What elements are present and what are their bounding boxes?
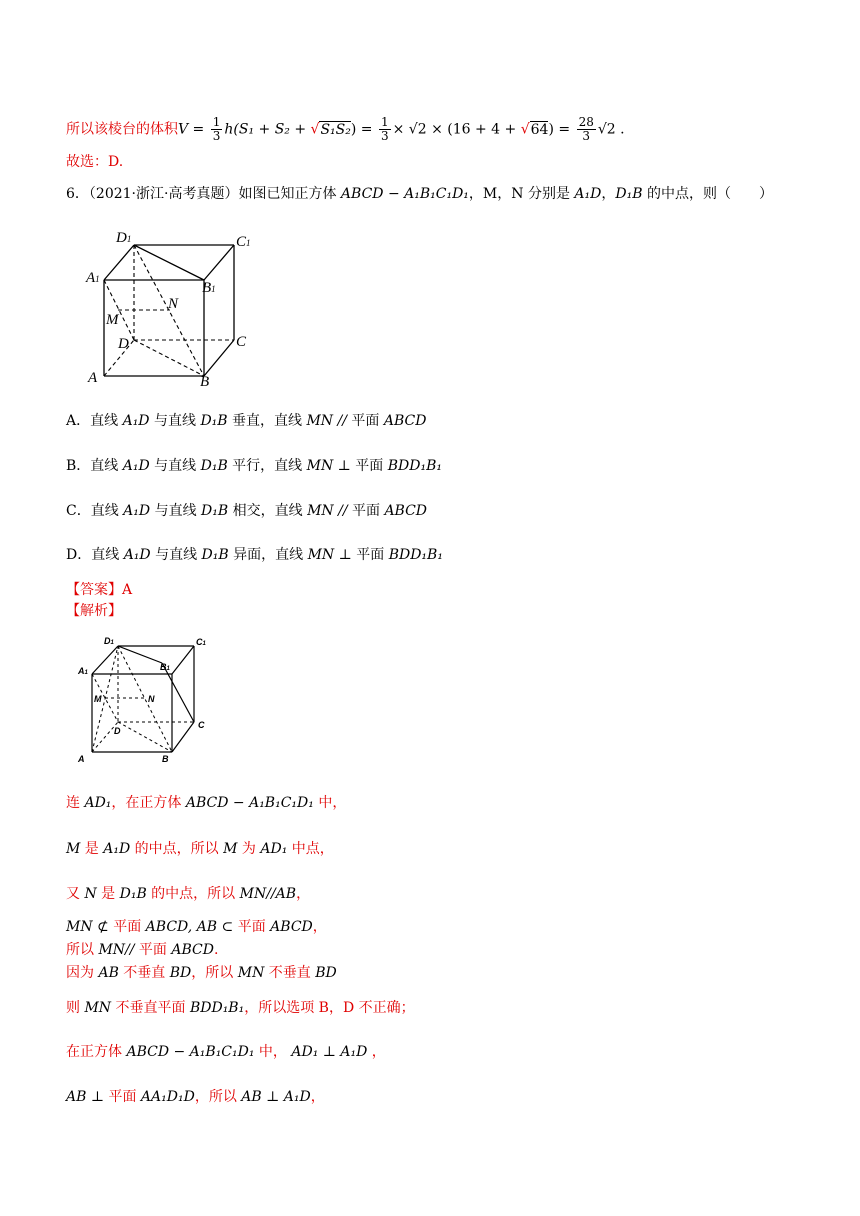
solution-text: 不垂直平面 <box>111 1000 190 1016</box>
solution-line-6 <box>66 964 337 982</box>
math-term: ABCD <box>171 942 214 958</box>
question-source: （2021·浙江·高考真题） <box>88 186 239 202</box>
solution-text: 为 <box>237 841 261 857</box>
solution-text: 中点， <box>287 841 334 857</box>
label-c1: C1 <box>236 234 251 250</box>
solution-text: . <box>213 942 219 958</box>
fig2-label-m: M <box>94 694 102 704</box>
label-a1: A1 <box>86 270 100 286</box>
math-term: D₁B <box>119 886 147 902</box>
label-d: D <box>118 336 129 352</box>
sqrt-s1s2: S₁S₂ <box>320 121 351 138</box>
close2: ) = <box>548 121 571 138</box>
fig2-label-a1: A1 <box>78 666 88 676</box>
label-d1: D1 <box>116 230 132 246</box>
solution-text: 不垂直 <box>118 965 170 981</box>
solution-text: 则 <box>66 1000 85 1016</box>
math-term: AB ⊥ A₁D <box>241 1089 311 1105</box>
fig2-label-a: A <box>78 754 85 764</box>
math-term: AB ⊥ <box>66 1089 109 1105</box>
solution-text: ，所以选项 B，D 不正确； <box>244 1000 415 1016</box>
math-term: M <box>66 841 81 857</box>
cube-figure-1 <box>82 228 262 388</box>
solution-text: 平面 <box>108 1089 141 1105</box>
math-term: N <box>84 886 97 902</box>
label-b: B <box>200 374 210 388</box>
answer-tag: 【答案】 <box>66 582 122 598</box>
solution-text: 所以 <box>66 942 99 958</box>
sqrt-64: 64 <box>530 121 549 138</box>
frac-2: $\frac{1}{3}$ <box>380 115 389 143</box>
solution-text: 是 <box>96 886 120 902</box>
solution-line-9 <box>66 1088 325 1106</box>
solution-line-5 <box>66 941 218 959</box>
fig2-label-b: B <box>162 754 169 764</box>
label-b1: B1 <box>202 280 216 296</box>
solution-text: 中， <box>313 795 347 811</box>
volume-formula-line: 所以该棱台的体积V = $\frac{1}{3}$ h(S₁ + S₂ + √S₁S₂) = $\frac{1}{3}$ × √2 × (16 + 4 + √64) = $\frac{28}{3}$ √2 . <box>66 115 625 143</box>
math-term: BD <box>169 965 192 981</box>
fig2-label-c1: C1 <box>196 637 206 647</box>
math-term: AD₁ <box>84 795 112 811</box>
question-line: 6．（2021·浙江·高考真题）如图已知正方体 ABCD − A₁B₁C₁D₁，M，N 分别是 A₁D，D₁B 的中点，则（ ） <box>66 186 773 202</box>
solution-text: 平面 <box>138 942 172 958</box>
math-term: ABCD − A₁B₁C₁D₁ <box>126 1044 255 1060</box>
math-term: ABCD <box>270 919 313 935</box>
fig2-label-c: C <box>198 720 205 730</box>
math-term: BDD₁B₁ <box>189 1000 245 1016</box>
sqrt2-end: √2 . <box>597 121 625 138</box>
solution-text: 平面 <box>237 919 271 935</box>
fig2-label-d: D <box>114 726 121 736</box>
math-term: AD₁ ⊥ A₁D <box>291 1044 368 1060</box>
solution-text: 的中点，所以 <box>146 886 240 902</box>
label-c: C <box>236 334 247 350</box>
math-term: MN// <box>98 942 139 958</box>
solution-text: ，所以 <box>191 965 238 981</box>
solution-text: ， <box>310 1089 325 1105</box>
solution-line-2 <box>66 840 334 858</box>
option-d: D．直线 A₁D 与直线 D₁B 异面，直线 MN ⊥ 平面 BDD₁B₁ <box>66 547 443 563</box>
solution-text: 是 <box>80 841 104 857</box>
math-term: AD₁ <box>260 841 288 857</box>
math-term: MN <box>84 1000 112 1016</box>
solution-text: ， <box>367 1044 386 1060</box>
math-term: M <box>223 841 238 857</box>
math-term: AA₁D₁D <box>140 1089 195 1105</box>
label-n: N <box>168 296 179 312</box>
frac-1: $\frac{1}{3}$ <box>212 115 221 143</box>
solution-text: 又 <box>66 886 85 902</box>
option-a: A．直线 A₁D 与直线 D₁B 垂直，直线 MN // 平面 ABCD <box>66 413 427 429</box>
close-eq: ) = <box>350 121 373 138</box>
label-a: A <box>88 370 98 386</box>
solution-line-7 <box>66 999 415 1017</box>
solution-line-4 <box>66 918 327 936</box>
solution-text: 不垂直 <box>264 965 316 981</box>
math-term: MN <box>237 965 265 981</box>
math-term: ABCD, AB ⊂ <box>145 919 238 935</box>
times-sqrt2: × √2 × (16 + 4 + <box>392 121 521 138</box>
solution-text: 的中点，所以 <box>130 841 224 857</box>
math-term: MN ⊄ <box>66 919 114 935</box>
solution-text: ，所以 <box>194 1089 242 1105</box>
solution-line-8 <box>66 1043 386 1061</box>
answer-value: A <box>122 582 133 598</box>
option-b: B．直线 A₁D 与直线 D₁B 平行，直线 MN ⊥ 平面 BDD₁B₁ <box>66 458 442 474</box>
solution-text: ， <box>296 886 311 902</box>
solution-line-3 <box>66 885 310 903</box>
math-term: A₁D <box>103 841 131 857</box>
label-m: M <box>106 312 119 328</box>
solution-text: ，在正方体 <box>111 795 186 811</box>
solution-line-1 <box>66 794 346 812</box>
frac-3: $\frac{28}{3}$ <box>578 115 594 143</box>
v-eq: V = <box>178 121 205 138</box>
fig2-label-d1: D1 <box>104 636 114 646</box>
solution-text: 在正方体 <box>66 1044 127 1060</box>
math-term: MN//AB <box>239 886 297 902</box>
solution-text: 中， <box>254 1044 292 1060</box>
choose-line: 故选：D. <box>66 154 124 170</box>
analysis-tag: 【解析】 <box>66 603 122 619</box>
solution-text: 连 <box>66 795 85 811</box>
h-part: h(S₁ + S₂ + <box>224 121 311 138</box>
fig2-label-n: N <box>148 694 155 704</box>
cube-figure-2 <box>74 632 214 772</box>
option-c: C．直线 A₁D 与直线 D₁B 相交，直线 MN // 平面 ABCD <box>66 503 428 519</box>
solution-text: 因为 <box>66 965 99 981</box>
solution-text: 平面 <box>113 919 146 935</box>
math-term: AB <box>98 965 119 981</box>
solution-text: ， <box>312 919 327 935</box>
math-term: BD <box>315 965 337 981</box>
fig2-label-b1: B1 <box>160 662 170 672</box>
volume-prefix: 所以该棱台的体积 <box>66 121 178 138</box>
cube-name: ABCD − A₁B₁C₁D₁ <box>340 186 469 202</box>
question-number: 6． <box>66 186 89 202</box>
math-term: ABCD − A₁B₁C₁D₁ <box>185 795 314 811</box>
answer-line <box>66 581 132 599</box>
